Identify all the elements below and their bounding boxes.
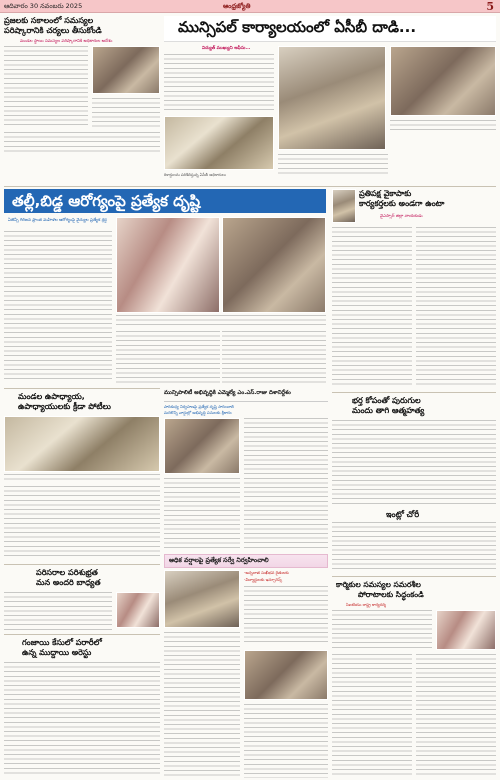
article-body: [4, 662, 160, 776]
photo-meeting: [436, 610, 496, 650]
divider: [332, 392, 496, 393]
headline: [359, 189, 496, 209]
headline-line-1: మండల ఉపాధ్యాయ,: [18, 392, 85, 401]
article-photo: [92, 46, 160, 94]
divider: [4, 634, 160, 635]
masthead-date: ఆదివారం 30 నవంబరు 2025: [4, 2, 83, 10]
photo-caption: రికార్డులను పరిశీలిస్తున్న ఏసీబీ అధికారులు: [164, 172, 226, 177]
headline: [336, 580, 424, 600]
article-collector-grievance: [4, 16, 160, 156]
article-body: [164, 478, 240, 548]
photo-cleanliness: [116, 592, 160, 628]
article-cleanliness: [4, 564, 160, 630]
article-body: [4, 592, 112, 630]
headline-line-1: భర్త కోపంతో పురుగుల: [352, 396, 421, 405]
article-body-2: [278, 154, 388, 174]
photo-mothers: [222, 217, 326, 313]
banner-headline: తల్లీ,బిడ్డ ఆరోగ్యంపై ప్రత్యేక దృష్టి: [12, 192, 201, 210]
article-body: [332, 420, 496, 506]
headline-line-2: ఉన్న ముద్దాయి అరెస్టు: [22, 648, 92, 657]
photo-mla-meeting: [164, 418, 240, 474]
article-body-3: [222, 331, 326, 383]
article-body: [332, 227, 412, 387]
photo-caption: [116, 315, 326, 325]
photo-sports: [4, 416, 160, 472]
headline-line-1: పరిసరాల పరిశుభ్రత: [36, 568, 98, 577]
article-labour-struggles: [332, 576, 496, 778]
article-ysrcp-cadres: [332, 189, 496, 389]
headline: [352, 396, 424, 416]
banner-acb-raid: [164, 16, 496, 42]
subheadline-1: -అన్నదాత సుఖీభవ రైతులకు: [244, 570, 289, 575]
subheadline-1: పారిశుధ్య నిర్వహణపై ప్రత్యేక దృష్టి సారించాలి: [164, 404, 234, 409]
article-body-3: [244, 704, 328, 778]
banner-mother-child-health: [4, 189, 326, 213]
article-body: [4, 231, 112, 383]
article-teacher-sports: [4, 388, 160, 560]
headline: [22, 638, 102, 658]
headline-line-1: గంజాయి కేసులో పరారీలో: [22, 638, 102, 647]
subheadline: ఏజెన్సీ గిరిజన ప్రాంత మహిళల ఆరోగ్యంపై వైద్యుల ప్రత్యేక శ్రద్ధ: [8, 217, 107, 222]
subheadline: మండల స్థాయి సమస్యల పరిష్కారానికి అధికారుల ఆదేశం: [20, 38, 113, 43]
article-house-theft: [332, 510, 496, 574]
article-body-2: [116, 331, 220, 383]
headline: [4, 16, 160, 36]
article-body-3: [416, 654, 496, 776]
photo-office: [164, 116, 274, 170]
subheadline: సిఐటియు రాష్ట్ర కార్యదర్శి: [346, 602, 386, 607]
headline: [18, 392, 111, 412]
divider: [4, 564, 160, 565]
article-ganja-arrest: [4, 634, 160, 778]
article-rain-survey: [164, 570, 328, 778]
page-number: 5: [486, 0, 494, 13]
headline-line-2: మన అందరి బాధ్యత: [36, 578, 101, 587]
headline-line-1: ప్రతిపక్ష వైకాపాకు: [359, 189, 412, 198]
headline-line-2: కార్యకర్తలకు అండగా ఉంటా: [359, 199, 445, 208]
article-body-3: [4, 132, 160, 154]
banner-mla: [164, 388, 328, 402]
article-body: [164, 54, 274, 112]
masthead: [0, 0, 500, 13]
banner-rain-survey: [164, 554, 328, 568]
article-body: [332, 610, 432, 650]
headline-line-2: మందు తాగి ఆత్మహత్య: [352, 406, 425, 415]
divider: [4, 388, 160, 389]
headline-line-1: ప్రజలకు సకాలంలో సమస్యల: [4, 16, 94, 25]
divider: [332, 576, 496, 577]
article-body-2: [92, 98, 160, 128]
banner-headline: మున్సిపాలిటీ అభివృద్ధికి ఎమ్మెల్యే ఎం.ఎస్.రాజు దిశానిర్దేశం: [164, 390, 291, 396]
headline-line-1: కార్మికుల సమస్యల సమరశీల: [336, 580, 421, 589]
masthead-paper-name: ఆంధ్రజ్యోతి: [223, 2, 251, 10]
divider: [4, 186, 496, 187]
article-body-2: [416, 227, 496, 387]
article-body-2: [164, 632, 240, 778]
photo-leader: [332, 189, 356, 223]
article-acb-raid: [164, 16, 496, 184]
photo-caption: [4, 474, 160, 482]
headline: ఇంట్లో చోరీ: [386, 510, 420, 519]
article-mother-child: [4, 215, 326, 383]
banner-headline: అధిక వర్షాలపై ప్రత్యేక సర్వే నిర్వహించాలి: [169, 557, 269, 564]
photo-caption-right: [390, 120, 496, 134]
article-body: [4, 46, 88, 128]
article-body-2: [244, 418, 328, 548]
headline-line-2: పరిష్కారానికి చర్యలు తీసుకోండి: [4, 26, 102, 35]
photo-meeting: [244, 650, 328, 700]
subheadline-2: మరికొన్ని వార్డుల్లో అభివృద్ధి పనులకు శ్రీకారం: [164, 410, 232, 415]
subheadline: వైఎస్సార్ జిల్లా నాయకుడు: [380, 213, 423, 218]
article-body: [4, 486, 160, 558]
article-body-2: [332, 654, 412, 776]
photo-health-camp: [116, 217, 220, 313]
headline-line-2: పోరాటాలకు సిద్ధంకండి: [358, 590, 424, 599]
photo-officials: [278, 46, 386, 150]
kicker: విద్యుత్ ముఖ్యుని ఆఫీసు...: [202, 46, 251, 51]
headline: [36, 568, 101, 588]
photo-records: [390, 46, 496, 116]
article-wife-suicide: [332, 392, 496, 506]
article-body: [244, 586, 328, 646]
headline-line-2: ఉపాధ్యాయులకు క్రీడా పోటీలు: [18, 402, 111, 411]
article-body: [332, 522, 496, 572]
article-mla-municipality: [164, 388, 328, 550]
subheadline-2: -విద్యార్థులకు ఇన్సూరెన్స్: [244, 577, 283, 582]
photo-farmers: [164, 570, 240, 628]
banner-headline: మున్సిపల్ కార్యాలయంలో ఏసీబీ దాడి...: [178, 18, 417, 36]
